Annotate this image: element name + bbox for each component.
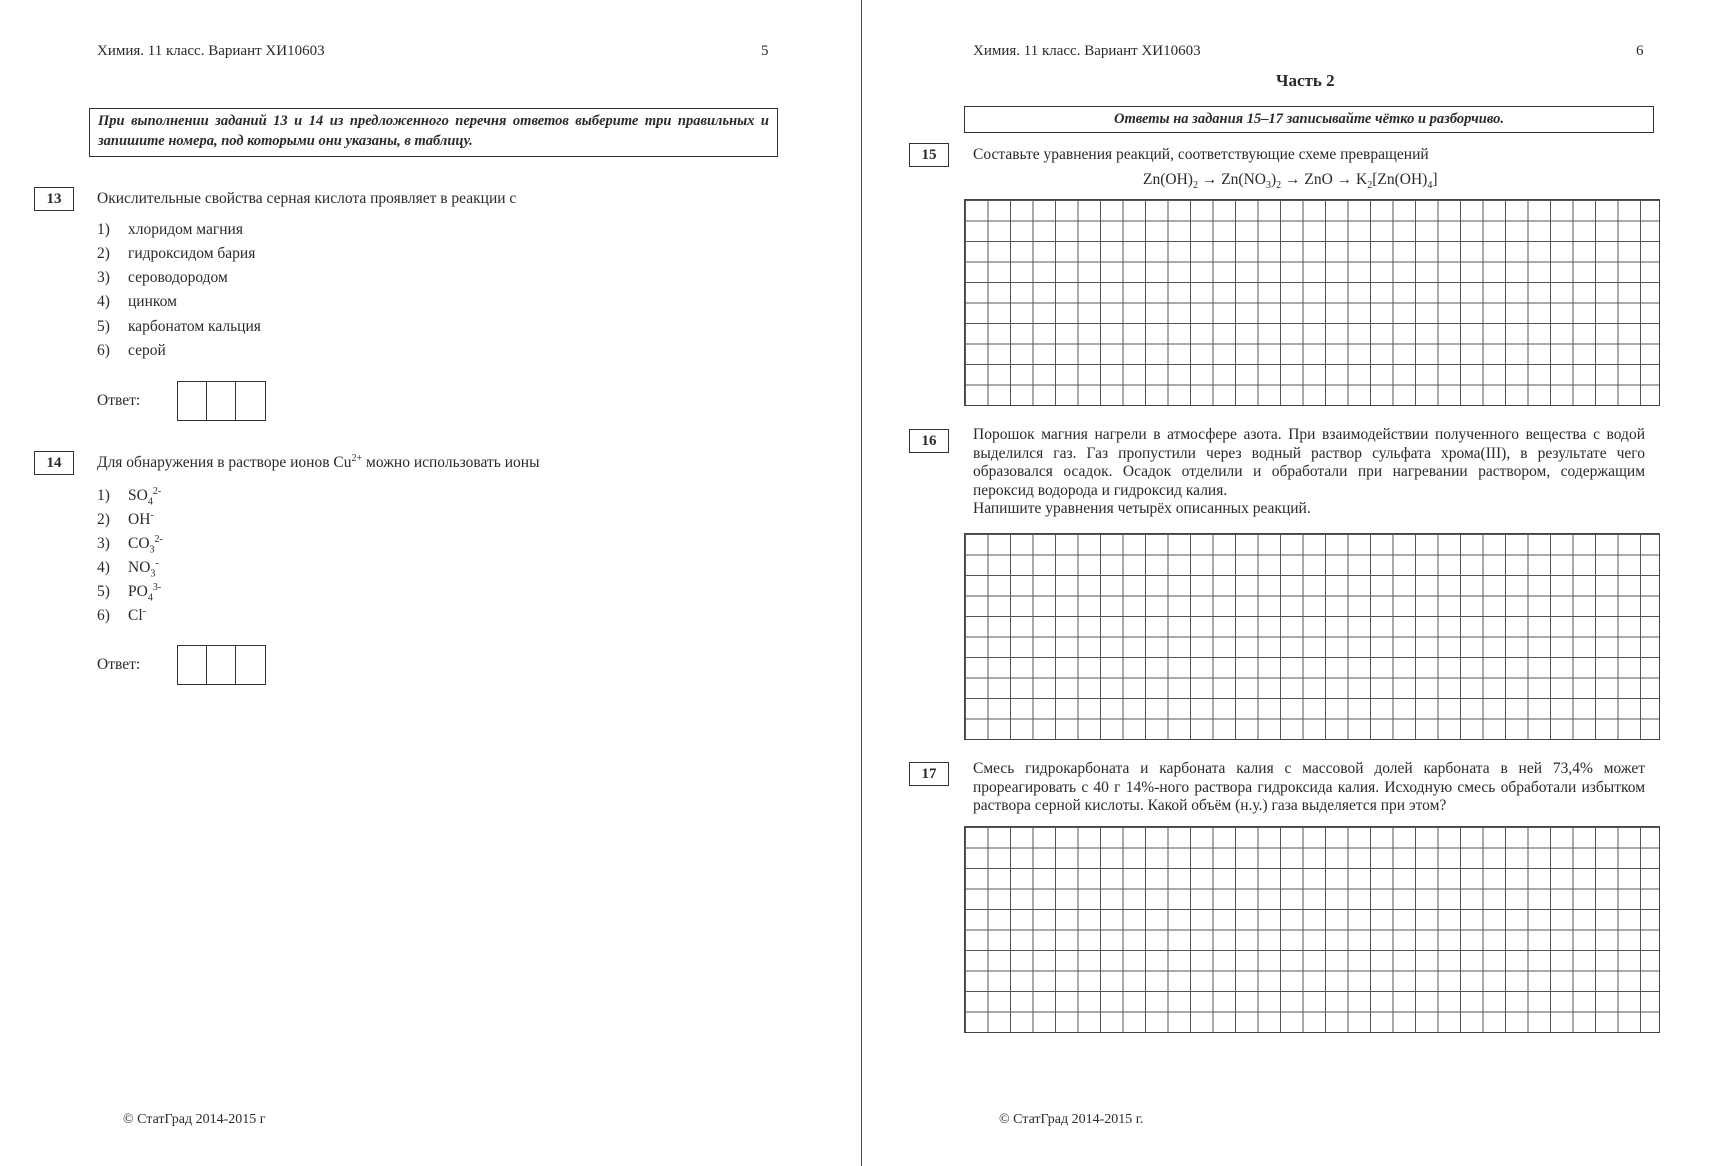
right-page-footer: © СтатГрад 2014-2015 г. <box>999 1112 1144 1127</box>
q17-answer-grid[interactable] <box>964 826 1660 1033</box>
q13-option-5: 5) карбонатом кальция <box>97 318 261 335</box>
left-page-footer: © СтатГрад 2014-2015 г <box>123 1112 266 1127</box>
q13-answer-cells[interactable] <box>177 381 266 421</box>
q13-option-6: 6) серой <box>97 342 166 359</box>
page-divider <box>861 0 862 1166</box>
question-13-text: Окислительные свойства серная кислота проявляет в реакции с <box>97 190 517 207</box>
q15-answer-grid[interactable] <box>964 199 1660 406</box>
q13-option-1: 1) хлоридом магния <box>97 221 243 238</box>
instruction-box-15-17: Ответы на задания 15–17 записывайте чётко и разборчиво. <box>964 106 1654 133</box>
q13-option-2: 2) гидроксидом бария <box>97 245 256 262</box>
question-17-text: Смесь гидрокарбоната и карбоната калия с массовой долей карбоната в ней 73,4% может прореагировать с 40 г 14%-ного раствора гидроксида калия. Исходную смесь обработали избытком раствора серной кислоты. Какой объём (н.у.) газа выделяется при этом? <box>973 760 1645 814</box>
q14-option-3: 3) $CO_3^{2-}$ <box>97 534 163 556</box>
part-title: Часть 2 <box>1276 71 1335 90</box>
q15-transformation-scheme: $Zn(OH)_2 \to Zn(NO_3)_2$ → ZnO → $K_2[Zn(OH)_4]$ <box>1143 171 1438 192</box>
q14-option-6: 6) Cl- <box>97 606 146 625</box>
left-page-header: Химия. 11 класс. Вариант ХИ10603 <box>97 43 325 59</box>
q14-option-2: 2) OH- <box>97 510 154 529</box>
q16-answer-grid[interactable] <box>964 533 1660 740</box>
instruction-box-13-14: При выполнении заданий 13 и 14 из предложенного перечня ответов выберите три правильных и запишите номера, под которыми они указаны, в таблицу. <box>89 108 778 157</box>
q13-answer-label: Ответ: <box>97 392 141 409</box>
question-15-text: Составьте уравнения реакций, соответствующие схеме превращений <box>973 146 1429 163</box>
q14-answer-cells[interactable] <box>177 645 266 685</box>
question-16-text: Порошок магния нагрели в атмосфере азота. При взаимодействии полученного вещества с водой выделился газ. Газ пропустили через водный раствор сульфата хрома(III), в результате чего образовался осадок. Осадок отделили и обработали при нагревании раствором, содержащим пероксид водорода и гидроксид калия. Напишите уравнения четырёх описанных реакций. <box>973 426 1645 517</box>
right-page-header: Химия. 11 класс. Вариант ХИ10603 <box>973 43 1201 59</box>
q14-option-4: 4) $NO_3^-$ <box>97 558 159 580</box>
q14-option-1: 1) $SO_4^{2-}$ <box>97 486 162 508</box>
q13-option-4: 4) цинком <box>97 293 177 310</box>
right-page-number: 6 <box>1636 43 1644 59</box>
question-number-16: 16 <box>909 429 949 453</box>
question-number-15: 15 <box>909 143 949 167</box>
left-page-number: 5 <box>761 43 769 59</box>
question-number-14: 14 <box>34 451 74 475</box>
question-number-13: 13 <box>34 187 74 211</box>
q13-option-3: 3) сероводородом <box>97 269 228 286</box>
q14-option-5: 5) $PO_4^{3-}$ <box>97 582 162 604</box>
question-14-text: Для обнаружения в растворе ионов $Cu^{2+}$ можно использовать ионы <box>97 453 540 472</box>
q14-answer-label: Ответ: <box>97 656 141 673</box>
question-number-17: 17 <box>909 762 949 786</box>
